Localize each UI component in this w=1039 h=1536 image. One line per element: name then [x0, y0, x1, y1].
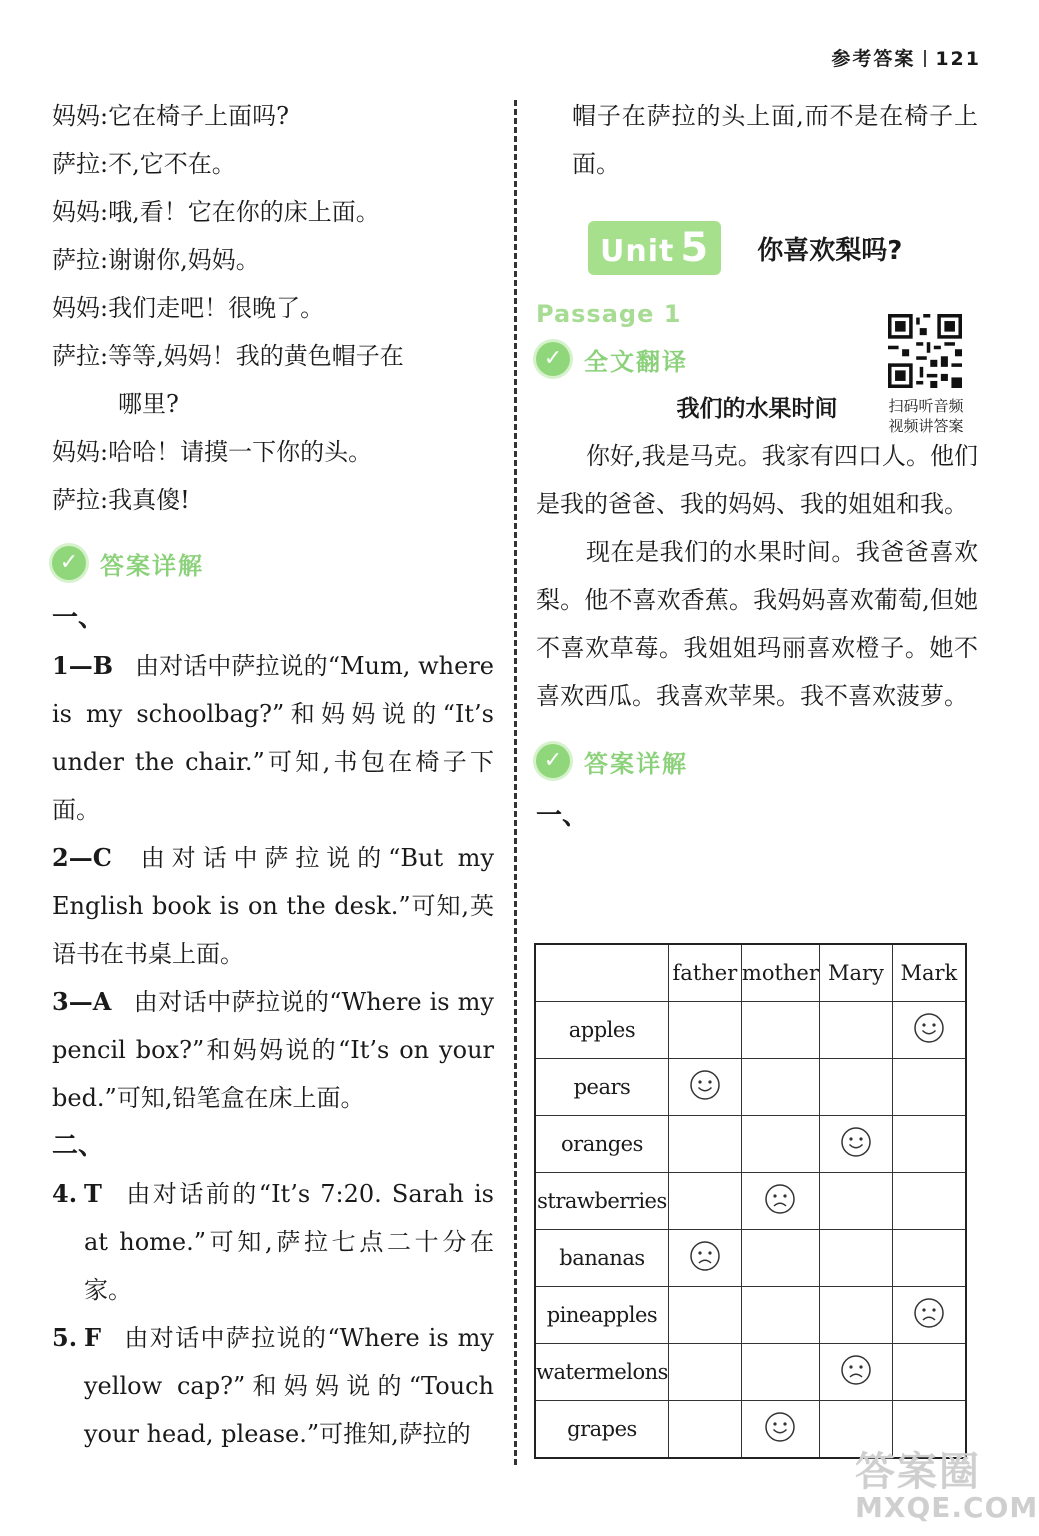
smiley-face-icon	[840, 1126, 872, 1158]
table-row	[535, 1002, 966, 1059]
row-header: apples	[535, 1002, 668, 1059]
dialogue-line: 萨拉:等等,妈妈！我的黄色帽子在	[52, 342, 404, 370]
column-header: mother	[741, 944, 819, 1002]
table-cell	[819, 1344, 892, 1401]
unit-title: 你喜欢梨吗?	[757, 235, 903, 266]
check-icon: ✓	[536, 342, 570, 376]
passage-label: Passage 1	[536, 300, 682, 328]
answer-item	[52, 642, 494, 834]
page-number: 121	[935, 48, 981, 70]
sad-face-icon	[913, 1297, 945, 1329]
dialogue-line: 妈妈:哦,看！它在你的床上面。	[52, 198, 380, 226]
table-cell	[892, 1344, 966, 1401]
table-cell	[819, 1059, 892, 1116]
table-cell	[892, 1002, 966, 1059]
sad-face-icon	[840, 1354, 872, 1386]
answer-explanation: 由对话中萨拉说的“Where is my yellow cap?”和妈妈说的“Touch your head, please.”可推知,萨拉的	[84, 1324, 494, 1448]
sad-face-icon	[764, 1183, 796, 1215]
answers-heading	[536, 736, 978, 786]
answer-key: T	[84, 1179, 102, 1208]
smiley-face-icon	[913, 1012, 945, 1044]
answer-key: F	[84, 1323, 102, 1352]
check-icon: ✓	[52, 546, 86, 580]
table-cell	[819, 1287, 892, 1344]
answers-title: 答案详解	[100, 551, 204, 580]
smiley-face-icon	[689, 1069, 721, 1101]
dialogue-line: 妈妈:哈哈！请摸一下你的头。	[52, 438, 373, 466]
answer-explanation: 由对话前的“It’s 7:20. Sarah is at home.”可知,萨拉七点二十分在家。	[84, 1180, 494, 1304]
table-cell	[892, 1287, 966, 1344]
qr-caption-line: 扫码听音频	[888, 397, 964, 415]
part-heading: 一、	[536, 801, 589, 831]
section-label: 参考答案	[831, 48, 916, 70]
table-header-row	[535, 944, 966, 1002]
answer-explanation: 由对话中萨拉说的“Mum, where is my schoolbag?”和妈妈说的“It’s under the chair.”可知,书包在椅子下面。	[52, 652, 494, 824]
answer-key: 3—A	[52, 987, 112, 1016]
table-cell	[892, 1059, 966, 1116]
dialogue-line: 妈妈:我们走吧！很晚了。	[52, 294, 325, 322]
dialogue-line: 萨拉:谢谢你,妈妈。	[52, 246, 260, 274]
table-cell	[741, 1344, 819, 1401]
row-header: grapes	[535, 1401, 668, 1459]
table-cell	[819, 1116, 892, 1173]
column-header: Mark	[892, 944, 966, 1002]
table-cell	[741, 1173, 819, 1230]
table-cell	[819, 1173, 892, 1230]
table-cell	[741, 1116, 819, 1173]
answer-explanation: 由对话中萨拉说的“But my English book is on the desk.”可知,英语书在书桌上面。	[52, 844, 494, 968]
article-paragraph: 现在是我们的水果时间。我爸爸喜欢梨。他不喜欢香蕉。我妈妈喜欢葡萄,但她不喜欢草莓。我姐姐玛丽喜欢橙子。她不喜欢西瓜。我喜欢苹果。我不喜欢菠萝。	[536, 538, 978, 710]
table-row	[535, 1230, 966, 1287]
answer-item	[52, 978, 494, 1122]
table-cell	[668, 1173, 741, 1230]
unit-badge	[588, 221, 721, 275]
table-cell	[668, 1059, 741, 1116]
column-header: father	[668, 944, 741, 1002]
row-header: pineapples	[535, 1287, 668, 1344]
answer-explanation: 由对话中萨拉说的“Where is my pencil box?”和妈妈说的“It’s on your bed.”可知,铅笔盒在床上面。	[52, 988, 494, 1112]
watermark-logo: 答案圈	[855, 1449, 981, 1495]
table-cell	[668, 1002, 741, 1059]
answer-item	[52, 1314, 494, 1458]
answer-item	[52, 834, 494, 978]
article-paragraph: 你好,我是马克。我家有四口人。他们是我的爸爸、我的妈妈、我的姐姐和我。	[536, 442, 978, 518]
watermark	[855, 1440, 1038, 1524]
row-header: strawberries	[535, 1173, 668, 1230]
dialogue-line: 哪里?	[118, 390, 179, 418]
answers-title: 答案详解	[584, 749, 688, 778]
table-row	[535, 1173, 966, 1230]
table-row	[535, 1287, 966, 1344]
table-cell	[668, 1287, 741, 1344]
part-heading: 二、	[52, 1131, 105, 1161]
column-divider	[514, 100, 517, 1465]
check-icon: ✓	[536, 744, 570, 778]
article-title: 我们的水果时间	[676, 396, 838, 422]
header-separator	[924, 50, 926, 67]
sad-face-icon	[689, 1240, 721, 1272]
right-column	[536, 92, 978, 840]
part-heading: 一、	[52, 603, 105, 633]
question-number: 4.	[52, 1179, 78, 1208]
dialogue-line: 萨拉:不,它不在。	[52, 150, 236, 178]
answer-key: 2—C	[52, 843, 112, 872]
table-cell	[741, 1401, 819, 1459]
table-cell	[668, 1344, 741, 1401]
column-header: Mary	[819, 944, 892, 1002]
table-cell	[741, 1230, 819, 1287]
smiley-face-icon	[764, 1411, 796, 1443]
table-row	[535, 1116, 966, 1173]
translation-title: 全文翻译	[584, 347, 688, 376]
answers-heading	[52, 538, 494, 588]
table-cell	[741, 1059, 819, 1116]
qr-caption	[880, 396, 972, 436]
qr-caption-line: 视频讲答案	[888, 417, 964, 435]
table-cell	[741, 1287, 819, 1344]
table-cell	[819, 1002, 892, 1059]
table-cell	[819, 1230, 892, 1287]
table-cell	[668, 1230, 741, 1287]
answer-key: 1—B	[52, 651, 113, 680]
qr-code-icon[interactable]	[888, 314, 962, 388]
table-row	[535, 1344, 966, 1401]
unit-number: 5	[680, 225, 710, 271]
page-header	[831, 44, 981, 71]
table-row	[535, 1059, 966, 1116]
unit-heading	[588, 218, 978, 278]
dialogue-line: 萨拉:我真傻!	[52, 486, 190, 514]
row-header: bananas	[535, 1230, 668, 1287]
dialogue-line: 妈妈:它在椅子上面吗?	[52, 102, 289, 130]
question-number: 5.	[52, 1323, 78, 1352]
table-cell	[892, 1116, 966, 1173]
table-cell	[892, 1230, 966, 1287]
watermark-url: MXQE.COM	[855, 1491, 1039, 1524]
unit-label: Unit	[600, 234, 675, 269]
table-cell	[892, 1173, 966, 1230]
row-header: oranges	[535, 1116, 668, 1173]
fruit-preference-table	[534, 943, 967, 1459]
row-header: watermelons	[535, 1344, 668, 1401]
table-cell	[668, 1401, 741, 1459]
continuation-text: 帽子在萨拉的头上面,而不是在椅子上面。	[572, 102, 978, 178]
row-header: pears	[535, 1059, 668, 1116]
left-column	[52, 92, 494, 1458]
table-corner-cell	[535, 944, 668, 1002]
table-cell	[741, 1002, 819, 1059]
answer-item	[52, 1170, 494, 1314]
table-cell	[668, 1116, 741, 1173]
